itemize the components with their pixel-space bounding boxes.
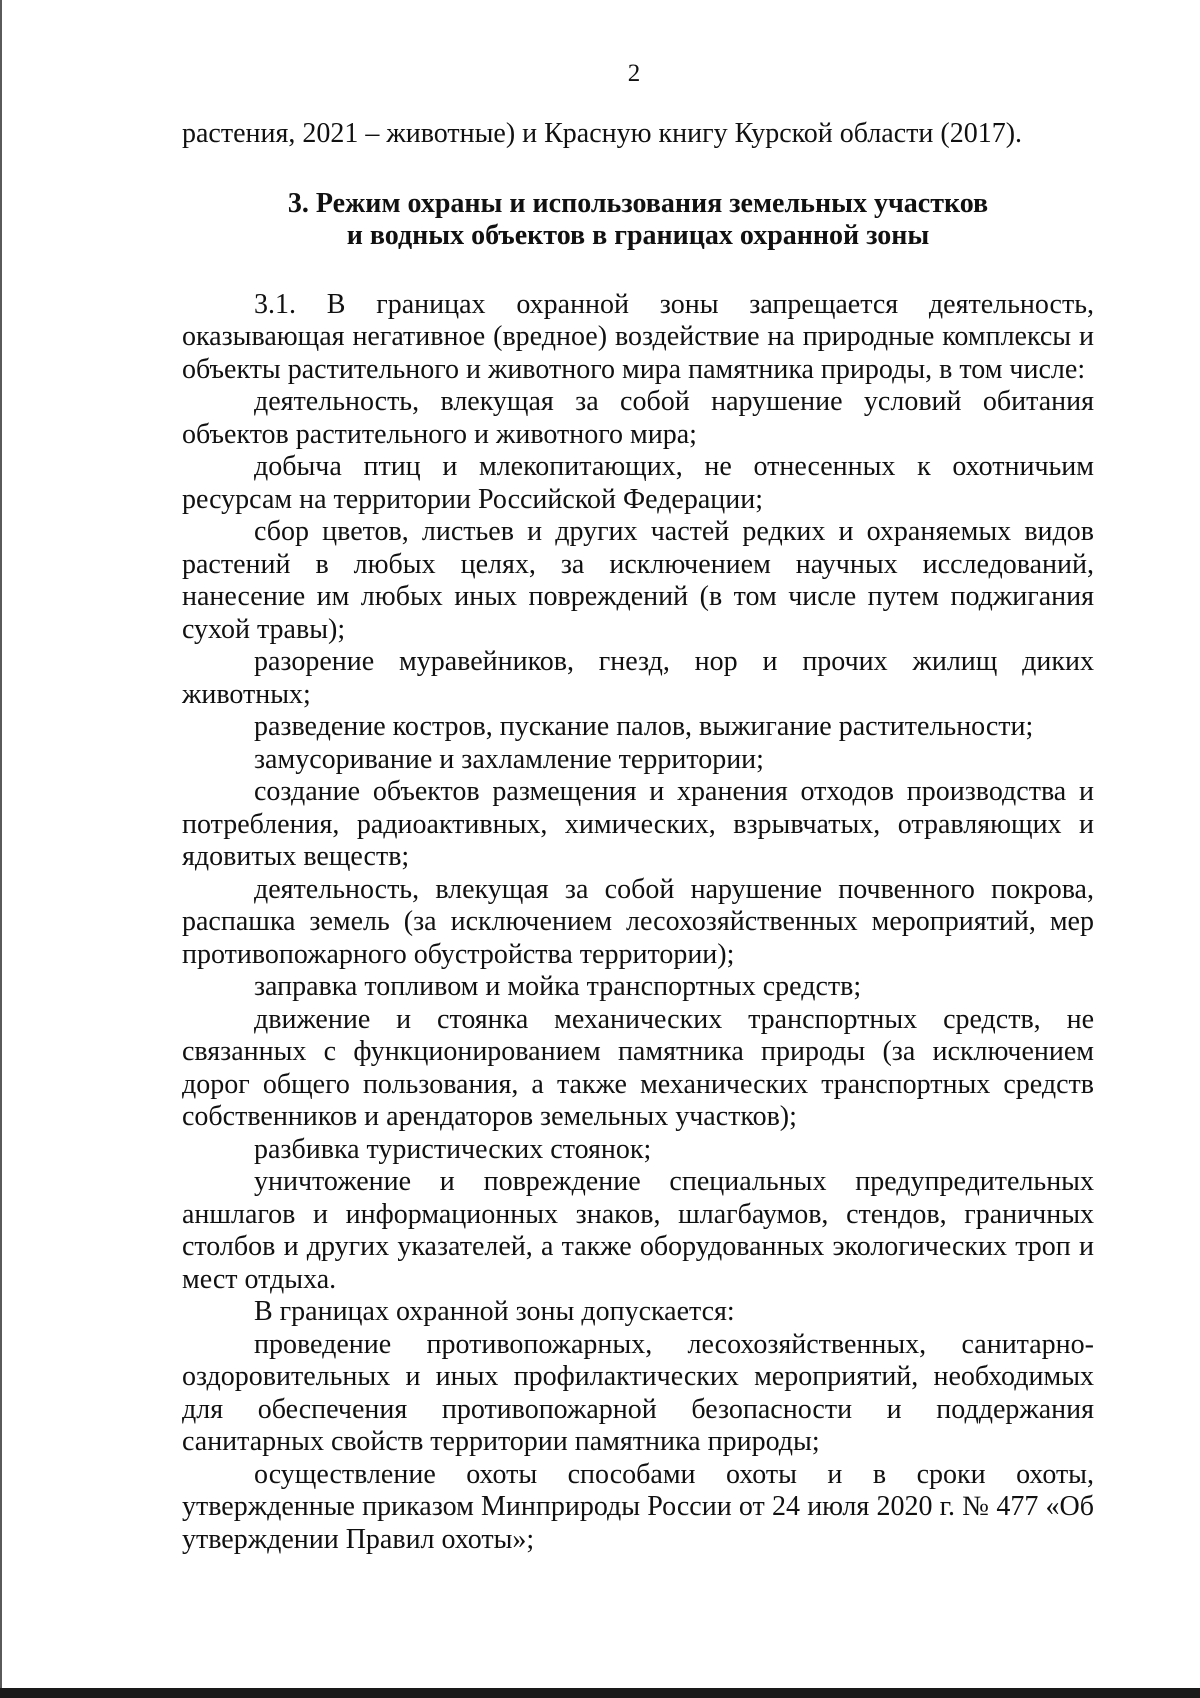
scan-edge-bottom: [0, 1688, 1200, 1698]
prohibited-item: добыча птиц и млекопитающих, не отнесенных к охотничьим ресурсам на территории Российской Федерации;: [182, 451, 1094, 515]
scan-edge-left: [0, 0, 2, 1698]
permitted-intro: В границах охранной зоны допускается:: [254, 1296, 735, 1327]
prohibited-item: разорение муравейников, гнезд, нор и прочих жилищ диких животных;: [182, 646, 1094, 710]
prohibited-item: замусоривание и захламление территории;: [254, 743, 764, 775]
section-heading-line-1: 3. Режим охраны и использования земельных участков: [287, 187, 989, 219]
section-heading: [182, 188, 1094, 253]
page-number: 2: [627, 60, 641, 87]
permitted-item: проведение противопожарных, лесохозяйственных, санитарно-оздоровительных и иных профилактических мероприятий, необходимых для обеспечения противопожарной безопасности и поддержания санитарных свойств территории памятника природы;: [182, 1328, 1094, 1457]
prohibited-item: уничтожение и повреждение специальных предупредительных аншлагов и информационных знаков, шлагбаумов, стендов, граничных столбов и других указателей, а также оборудованных экологических троп и мест отдыха.: [182, 1166, 1094, 1295]
prohibited-item: создание объектов размещения и хранения отходов производства и потребления, радиоактивных, химических, взрывчатых, отравляющих и ядовитых веществ;: [182, 776, 1094, 872]
document-body: [182, 118, 1094, 1556]
prohibited-item: деятельность, влекущая за собой нарушение условий обитания объектов растительного и животного мира;: [182, 386, 1094, 450]
permitted-item: осуществление охоты способами охоты и в сроки охоты, утвержденные приказом Минприроды России от 24 июля 2020 г. № 477 «Об утверждении Правил охоты»;: [182, 1458, 1094, 1555]
intro-line: растения, 2021 – животные) и Красную книгу Курской области (2017).: [182, 118, 1023, 149]
prohibited-item: разбивка туристических стоянок;: [254, 1133, 652, 1165]
section-heading-line-2: и водных объектов в границах охранной зоны: [346, 220, 930, 251]
prohibited-item: сбор цветов, листьев и других частей редких и охраняемых видов растений в любых целях, за исключением научных исследований, нанесение им любых иных повреждений (в том числе путем поджигания сухой травы);: [182, 516, 1094, 645]
prohibited-item: разведение костров, пускание палов, выжигание растительности;: [254, 711, 1034, 742]
paragraph-3-1: 3.1. В границах охранной зоны запрещается деятельность, оказывающая негативное (вредное) воздействие на природные комплексы и объекты растительного и животного мира памятника природы, в том числе:: [182, 288, 1094, 385]
prohibited-item: деятельность, влекущая за собой нарушение почвенного покрова, распашка земель (за исключением лесохозяйственных мероприятий, мер противопожарного обустройства территории);: [182, 873, 1094, 970]
prohibited-item: заправка топливом и мойка транспортных средств;: [254, 971, 862, 1002]
prohibited-item: движение и стоянка механических транспортных средств, не связанных с функционированием памятника природы (за исключением дорог общего пользования, а также механических транспортных средств собственников и арендаторов земельных участков);: [182, 1003, 1094, 1132]
